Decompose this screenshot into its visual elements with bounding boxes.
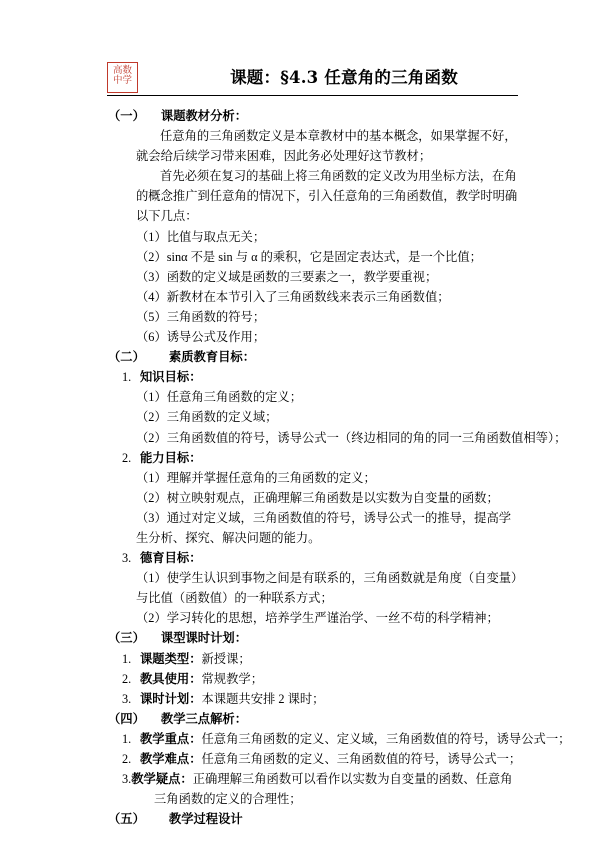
item-text: 正确理解三角函数可以看作以实数为自变量的函数、任意角三角函数的定义的合理性； — [154, 772, 513, 807]
section-heading-3 — [108, 628, 518, 648]
subsection-number: 1. — [122, 370, 132, 385]
paragraph-1-1: 任意角的三角函数定义是本章教材中的基本概念，如果掌握不好，就会给后续学习带来困难，因此务必处理好这节教材； — [136, 129, 517, 164]
list-item: （1）理解并掌握任意角的三角函数的定义； — [136, 470, 376, 485]
section-title-1: 课题教材分析： — [160, 109, 247, 123]
list-item: （2）学习转化的思想，培养学生严谨治学、一丝不苟的科学精神； — [136, 611, 499, 626]
list-item: （1）使学生认识到事物之间是有联系的，三角函数就是角度（自变量）与比值（函数值）的一种联系方式； — [136, 571, 518, 606]
subsection-number: 3. — [122, 551, 132, 566]
section-title-3: 课型课时计划： — [160, 631, 247, 646]
item-number: 2. — [122, 671, 132, 686]
item-number: 1. — [122, 651, 132, 666]
list-item — [108, 729, 571, 749]
list-item: （1）比值与取点无关； — [136, 229, 266, 244]
list-item: （3）通过对定义域，三角函数值的符号，诱导公式一的推导，提高学生分析、探究、解决问题的能力。 — [136, 510, 512, 545]
list-item: （1）任意角三角函数的定义； — [136, 390, 303, 405]
paragraph-1-2: 首先必须在复习的基础上将三角函数的定义改为用坐标方法，在角的概念推广到任意角的情况下，引入任意角的三角函数值，教学时明确以下几点： — [136, 169, 518, 224]
list-item: （3）函数的定义域是函数的三要素之一，教学要重视； — [136, 269, 438, 284]
stamp-char-2: 数 — [122, 65, 133, 76]
item-label: 课题类型： — [140, 651, 202, 666]
section-heading-2 — [108, 347, 518, 367]
item-label: 教学疑点： — [131, 772, 193, 787]
document-body — [108, 106, 571, 829]
item-label: 课时计划： — [140, 691, 202, 706]
item-number: 3. — [122, 772, 132, 787]
stamp-char-3: 中 — [112, 75, 123, 86]
stamp-char-1: 高 — [112, 65, 123, 76]
item-text: 任意角三角函数的定义、三角函数值的符号，诱导公式一； — [201, 752, 522, 766]
stamp-char-4: 学 — [122, 75, 133, 86]
section-title-4: 教学三点解析： — [160, 711, 247, 726]
section-label-4: （四） — [108, 711, 145, 726]
item-number: 1. — [122, 731, 132, 746]
list-item — [108, 769, 518, 809]
item-label: 教具使用： — [140, 671, 202, 686]
list-item: （6）诱导公式及作用； — [136, 330, 266, 345]
subsection-number: 2. — [122, 450, 132, 465]
subsection-title: 能力目标： — [140, 450, 202, 465]
section-title-5: 教学过程设计 — [168, 812, 243, 827]
list-item — [108, 689, 518, 709]
document-header — [108, 62, 518, 100]
item-text: 新授课； — [201, 651, 251, 666]
list-item: （2）树立映射观点，正确理解三角函数是以实数为自变量的函数； — [136, 490, 499, 505]
subsection-title: 德育目标： — [140, 551, 202, 566]
document-content — [108, 62, 571, 829]
list-item: （4）新教材在本节引入了三角函数线来表示三角函数值； — [136, 289, 450, 304]
item-text: 任意角三角函数的定义、定义域，三角函数值的符号，诱导公式一； — [201, 731, 571, 746]
item-number: 3. — [122, 691, 132, 706]
subsection-title: 知识目标： — [140, 370, 202, 385]
item-text: 本课题共安排 2 课时； — [201, 691, 325, 706]
section-heading-1 — [108, 106, 518, 126]
list-item: （2）三角函数的定义域； — [136, 410, 278, 425]
item-number: 2. — [122, 752, 132, 766]
section-heading-4 — [108, 709, 518, 729]
section-heading-5 — [108, 809, 518, 829]
list-item — [108, 669, 518, 689]
title-divider — [107, 95, 518, 96]
list-item — [108, 649, 518, 669]
subsection-heading — [108, 548, 518, 568]
subsection-heading — [108, 448, 518, 468]
section-label-2: （二） — [108, 350, 145, 365]
seal-stamp-icon — [107, 62, 138, 93]
list-item: （2）sinα 不是 sin 与 α 的乘积，它是固定表达式，是一个比值； — [136, 249, 482, 264]
item-text: 常规教学； — [201, 671, 263, 686]
subsection-heading — [108, 367, 518, 387]
page-title: 课题：§4.3 任意角的三角函数 — [230, 68, 458, 87]
section-label-5: （五） — [108, 812, 145, 827]
item-label: 教学难点： — [140, 752, 202, 766]
section-label-3: （三） — [108, 631, 145, 646]
list-item — [108, 749, 522, 769]
item-label: 教学重点： — [140, 731, 202, 746]
section-title-2: 素质教育目标： — [168, 350, 255, 365]
list-item: （2）三角函数值的符号，诱导公式一（终边相同的角的同一三角函数值相等）； — [136, 430, 567, 445]
section-label-1: （一） — [108, 109, 145, 123]
list-item: （5）三角函数的符号； — [136, 309, 266, 324]
